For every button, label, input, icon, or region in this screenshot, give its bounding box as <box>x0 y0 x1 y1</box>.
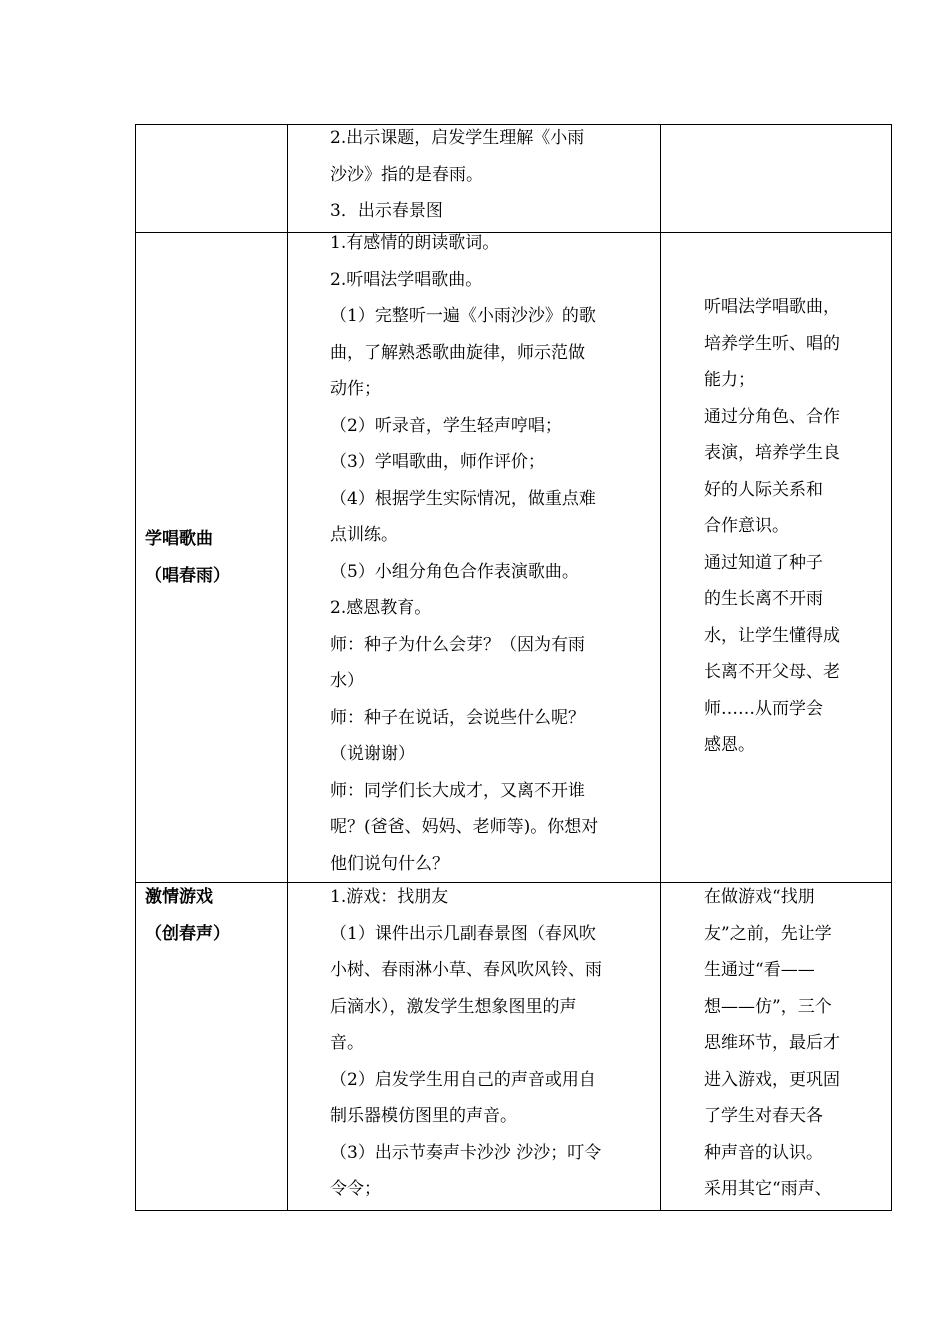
stage-cell <box>136 883 288 1211</box>
lesson-plan-table <box>135 124 892 1211</box>
content-line: （1）完整听一遍《小雨沙沙》的歌 <box>330 306 596 326</box>
intent-line: 合作意识。 <box>704 516 789 536</box>
intent-line: 好的人际关系和 <box>704 479 823 500</box>
content-line: 沙沙》指的是春雨。 <box>330 164 483 185</box>
stage-subtitle: （创春声） <box>145 923 230 944</box>
content-line: （说谢谢） <box>330 744 415 764</box>
stage-title: 激情游戏 <box>145 887 213 907</box>
stage-cell <box>136 125 288 233</box>
intent-line: 进入游戏，更巩固 <box>704 1069 840 1090</box>
content-line: （3）出示节奏声卡沙沙 沙沙；叮令 <box>330 1142 602 1163</box>
intent-line: 表演，培养学生良 <box>704 443 840 463</box>
content-line: 3．出示春景图 <box>330 201 443 221</box>
content-line: 师：同学们长大成才，又离不开谁 <box>330 780 585 801</box>
intent-line: 能力； <box>704 370 755 390</box>
content-cell <box>288 125 661 233</box>
intent-line: 感恩。 <box>704 735 755 755</box>
intent-cell <box>661 233 892 883</box>
content-line: 他们说句什么？ <box>330 853 449 874</box>
content-line: 音。 <box>330 1033 364 1053</box>
table-row <box>136 883 892 1211</box>
content-cell <box>288 233 661 883</box>
content-line: 师：种子为什么会芽？（因为有雨 <box>330 634 585 655</box>
content-line: （1）课件出示几副春景图（春风吹 <box>330 923 596 944</box>
intent-line: 听唱法学唱歌曲， <box>704 297 840 317</box>
intent-line: 想——仿”，三个 <box>704 996 832 1017</box>
content-line: 后滴水），激发学生想象图里的声 <box>330 996 577 1017</box>
intent-line: 了学生对春天各 <box>704 1106 823 1126</box>
content-line: 2.听唱法学唱歌曲。 <box>330 269 483 290</box>
content-line: 点训练。 <box>330 525 398 545</box>
intent-line: 种声音的认识。 <box>704 1142 823 1163</box>
intent-line: 采用其它“雨声、 <box>704 1179 832 1199</box>
table-row <box>136 125 892 233</box>
intent-line: 友”之前，先让学 <box>704 923 832 944</box>
intent-line: 生通过“看—— <box>704 960 815 980</box>
intent-line: 水，让学生懂得成 <box>704 625 840 646</box>
stage-subtitle: （唱春雨） <box>145 565 230 586</box>
content-line: 水） <box>330 671 364 691</box>
content-line: （2）启发学生用自己的声音或用自 <box>330 1069 596 1090</box>
content-line: 1.游戏：找朋友 <box>330 887 449 907</box>
content-line: 令令； <box>330 1179 381 1199</box>
intent-cell <box>661 883 892 1211</box>
content-line: 制乐器模仿图里的声音。 <box>330 1106 517 1126</box>
intent-line: 通过分角色、合作 <box>704 406 840 427</box>
stage-cell <box>136 233 288 883</box>
content-line: （5）小组分角色合作表演歌曲。 <box>330 561 579 582</box>
intent-line: 思维环节，最后才 <box>704 1033 840 1053</box>
intent-line: 在做游戏“找朋 <box>704 887 815 907</box>
content-cell <box>288 883 661 1211</box>
intent-line: 的生长离不开雨 <box>704 589 823 609</box>
content-line: （4）根据学生实际情况，做重点难 <box>330 488 596 509</box>
content-line: 师：种子在说话，会说些什么呢？ <box>330 707 585 728</box>
content-line: 1.有感情的朗读歌词。 <box>330 233 500 253</box>
intent-line: 培养学生听、唱的 <box>704 333 840 354</box>
table-row <box>136 233 892 883</box>
content-line: 曲，了解熟悉歌曲旋律，师示范做 <box>330 342 585 363</box>
content-line: 动作； <box>330 379 381 399</box>
intent-line: 通过知道了种子 <box>704 552 823 573</box>
content-line: 小树、春雨淋小草、春风吹风铃、雨 <box>330 960 602 980</box>
content-line: （3）学唱歌曲，师作评价； <box>330 452 545 472</box>
intent-line: 长离不开父母、老 <box>704 662 840 682</box>
intent-line: 师……从而学会 <box>704 698 823 719</box>
content-line: 2.感恩教育。 <box>330 598 432 618</box>
content-line: 2.出示课题，启发学生理解《小雨 <box>330 128 585 148</box>
intent-cell <box>661 125 892 233</box>
content-line: 呢？(爸爸、妈妈、老师等)。你想对 <box>330 817 599 837</box>
stage-title: 学唱歌曲 <box>145 529 213 549</box>
content-line: （2）听录音，学生轻声哼唱； <box>330 415 562 436</box>
